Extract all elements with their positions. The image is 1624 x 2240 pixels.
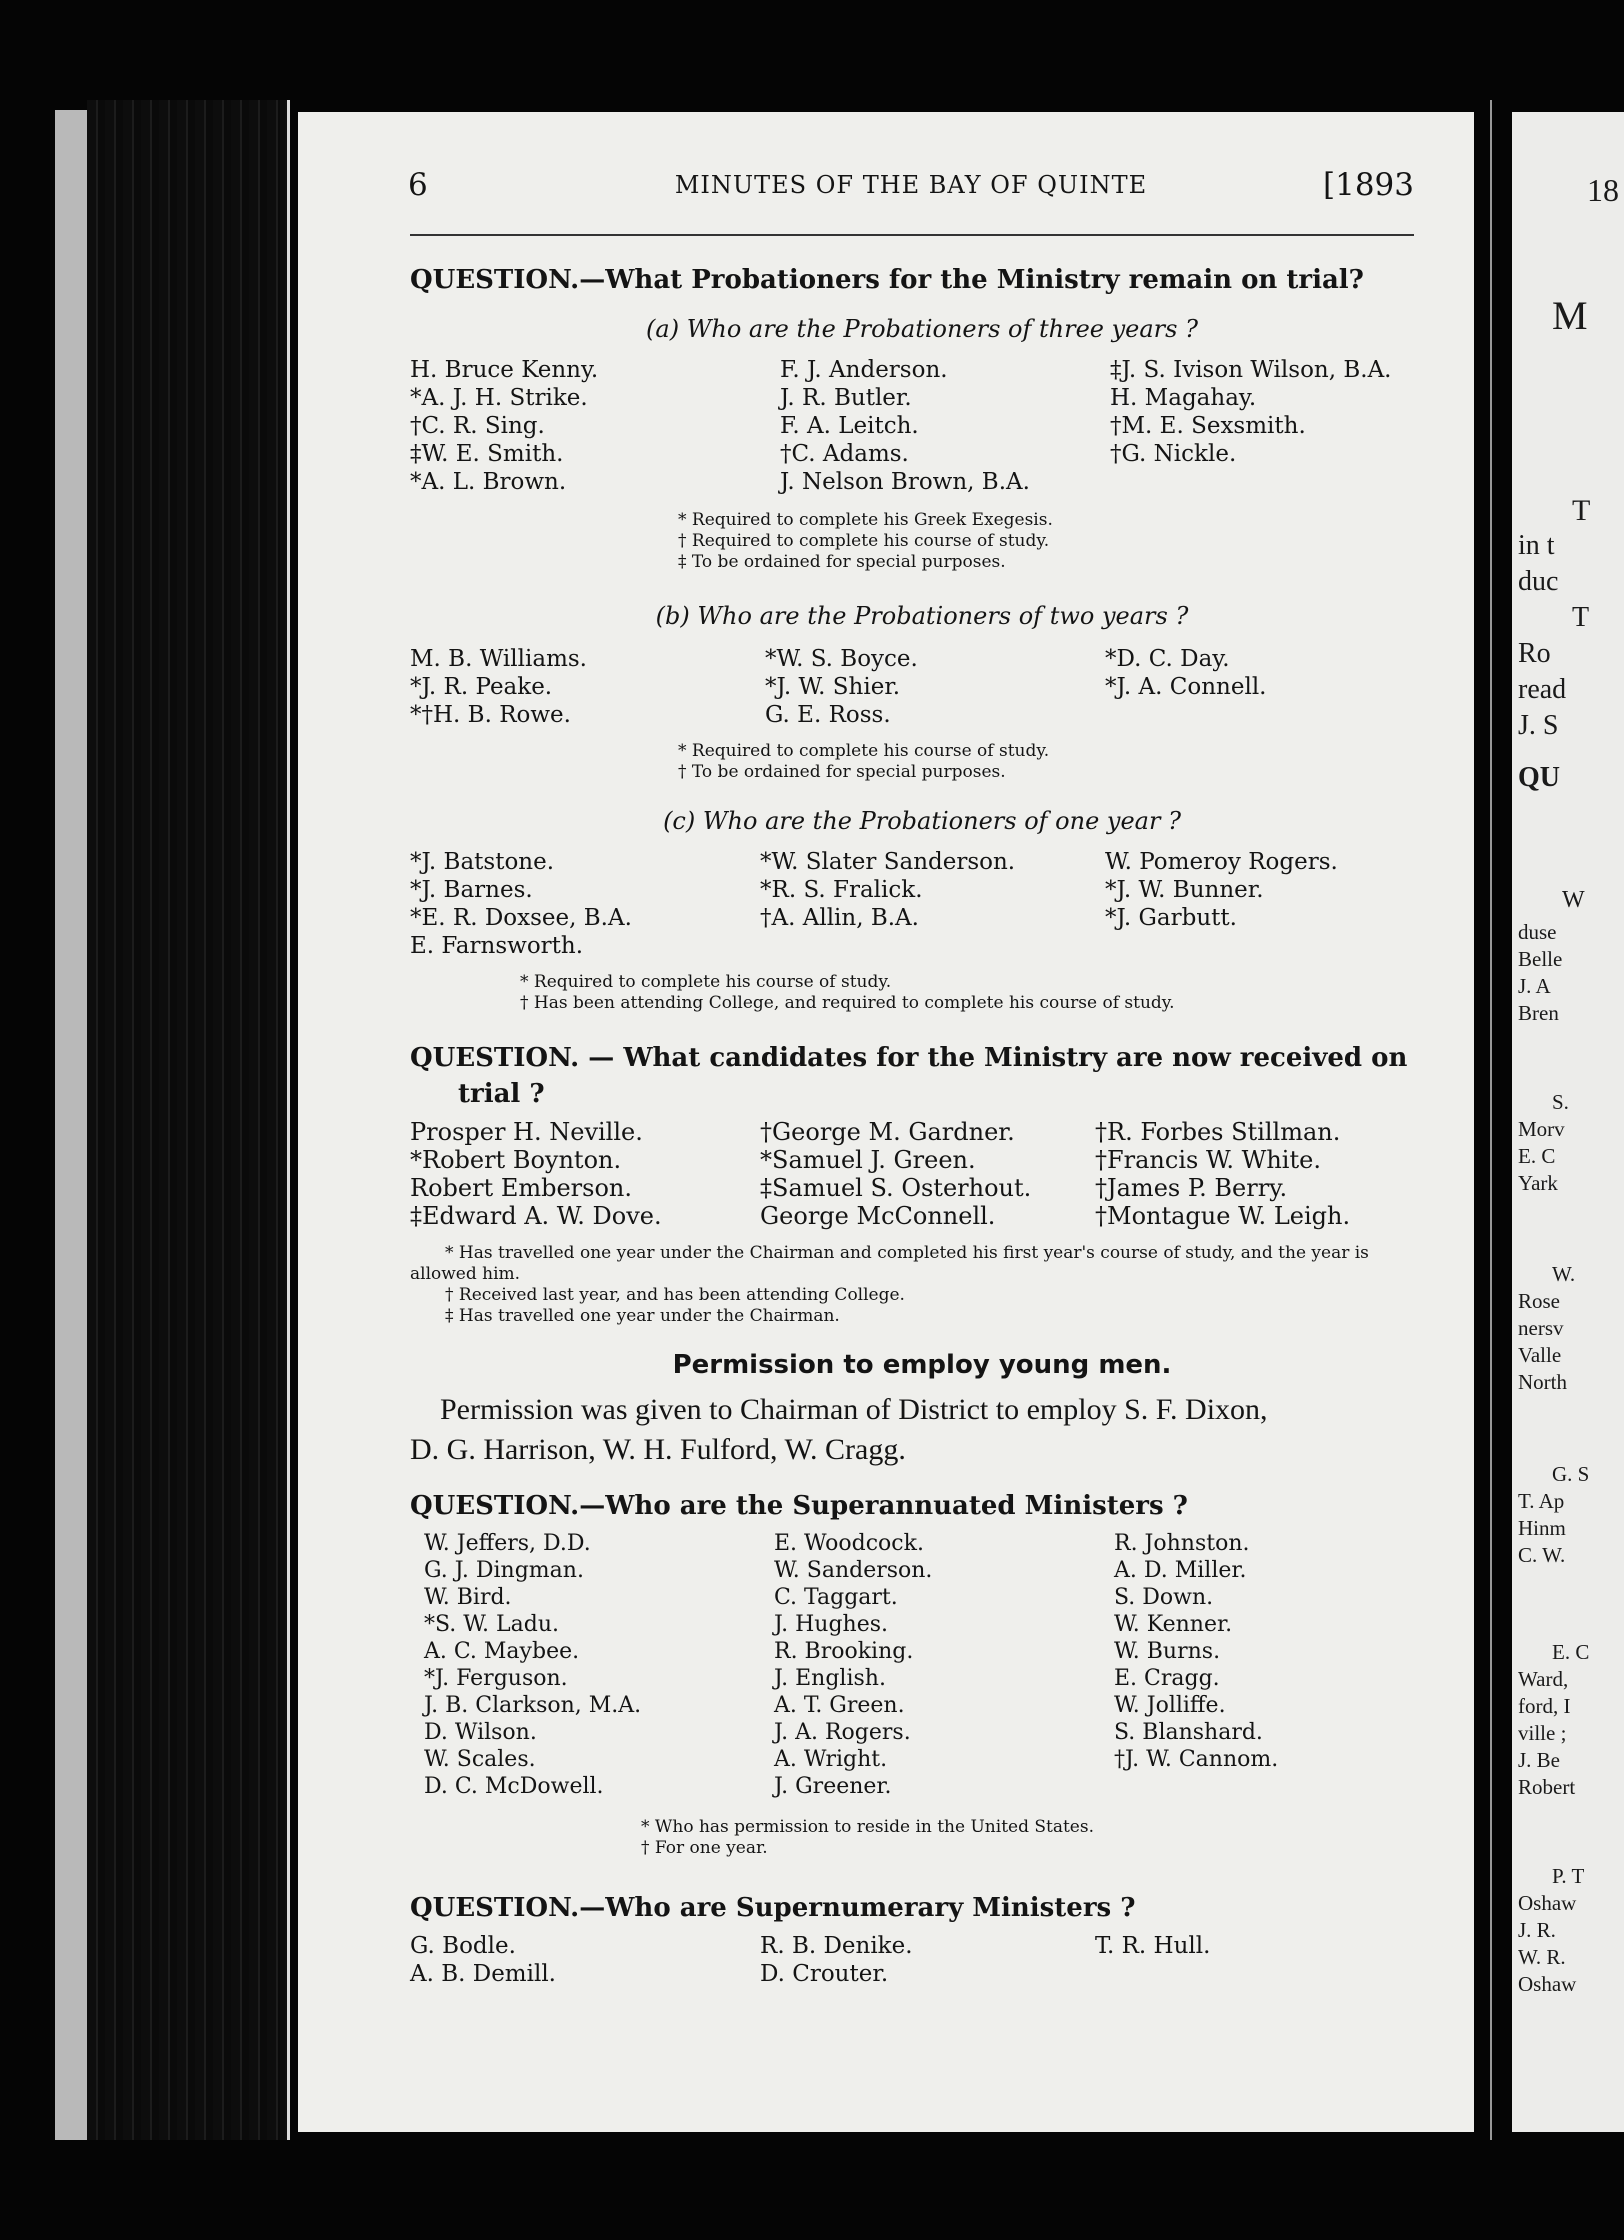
paragraph-line: Permission was given to Chairman of District to employ S. F. Dixon,	[440, 1393, 1268, 1426]
footnotes-three-years	[678, 510, 1053, 573]
name-entry: *E. R. Doxsee, B.A.	[410, 905, 632, 931]
scanner-border	[55, 110, 87, 2140]
name-entry: *A. J. H. Strike.	[410, 385, 588, 411]
name-entry: A. C. Maybee.	[424, 1639, 580, 1664]
page-fragment: North	[1518, 1370, 1567, 1394]
name-entry: W. Jeffers, D.D.	[424, 1531, 591, 1556]
question-line: QUESTION. — What candidates for the Ministry are now received on	[410, 1043, 1408, 1073]
page-fragment: Ward,	[1518, 1667, 1569, 1691]
subheading-one-year: (c) Who are the Probationers of one year ?	[663, 807, 1181, 835]
name-entry: T. R. Hull.	[1095, 1933, 1211, 1959]
page-fragment: W.	[1552, 1262, 1576, 1286]
page-fragment: W. R.	[1518, 1945, 1566, 1969]
name-entry: A. D. Miller.	[1114, 1558, 1247, 1583]
document-page	[298, 112, 1474, 2132]
name-entry: W. Sanderson.	[774, 1558, 933, 1583]
name-entry: W. Kenner.	[1114, 1612, 1233, 1637]
name-entry: *W. S. Boyce.	[765, 646, 918, 672]
permission-paragraph	[410, 1390, 1434, 1470]
question-supernumerary: QUESTION.—Who are Supernumerary Ministers ?	[410, 1893, 1136, 1923]
name-entry: *Samuel J. Green.	[760, 1146, 976, 1174]
name-column	[760, 1932, 1095, 1988]
page-fragment: read	[1518, 674, 1567, 705]
page-fragment: C. W.	[1518, 1543, 1566, 1567]
name-entry: R. B. Denike.	[760, 1933, 913, 1959]
name-entry: ‡W. E. Smith.	[410, 441, 564, 467]
name-entry: G. E. Ross.	[765, 702, 891, 728]
name-entry: *S. W. Ladu.	[424, 1612, 559, 1637]
name-column	[780, 356, 1110, 496]
name-entry: W. Pomeroy Rogers.	[1105, 849, 1338, 875]
name-entry: H. Magahay.	[1110, 385, 1257, 411]
page-fragment: J. A	[1518, 974, 1551, 998]
page-fragment: T. Ap	[1518, 1489, 1565, 1513]
gutter-line	[1490, 100, 1492, 2140]
footnote: * Has travelled one year under the Chairman and completed his first year's course of study, and the year is allowed him.	[410, 1243, 1369, 1284]
page-fragment: ville ;	[1518, 1721, 1567, 1745]
name-entry: R. Brooking.	[774, 1639, 914, 1664]
name-column	[1105, 645, 1267, 729]
page-fragment: Bren	[1518, 1001, 1559, 1025]
name-entry: †M. E. Sexsmith.	[1110, 413, 1306, 439]
name-column	[760, 848, 1105, 960]
footnote: ‡ Has travelled one year under the Chairman.	[445, 1306, 840, 1326]
name-entry: E. Farnsworth.	[410, 933, 584, 959]
name-entry: S. Blanshard.	[1114, 1720, 1263, 1745]
name-entry: D. C. McDowell.	[424, 1774, 604, 1799]
name-entry: E. Woodcock.	[774, 1531, 924, 1556]
name-entry: G. Bodle.	[410, 1933, 516, 1959]
name-entry: *J. Barnes.	[410, 877, 533, 903]
footnote: ‡ To be ordained for special purposes.	[678, 552, 1006, 572]
name-entry: †James P. Berry.	[1095, 1174, 1288, 1202]
name-entry: *A. L. Brown.	[410, 469, 567, 495]
name-entry: *J. Garbutt.	[1105, 905, 1237, 931]
name-entry: G. J. Dingman.	[424, 1558, 584, 1583]
name-entry: †G. Nickle.	[1110, 441, 1237, 467]
header-rule	[410, 234, 1414, 236]
name-entry: C. Taggart.	[774, 1585, 898, 1610]
book-page-edges	[87, 100, 287, 2140]
name-entry: J. A. Rogers.	[774, 1720, 911, 1745]
name-entry: ‡J. S. Ivison Wilson, B.A.	[1110, 357, 1392, 383]
page-fragment: J. R.	[1518, 1918, 1556, 1942]
name-column	[1095, 1932, 1210, 1988]
name-entry: D. Wilson.	[424, 1720, 537, 1745]
page-fragment: in t	[1518, 530, 1555, 561]
name-entry: J. English.	[774, 1666, 886, 1691]
question-line: trial ?	[458, 1079, 545, 1109]
running-title: MINUTES OF THE BAY OF QUINTE	[674, 171, 1148, 199]
page-fragment: Hinm	[1518, 1516, 1566, 1540]
page-fragment: E. C	[1552, 1640, 1590, 1664]
name-entry: A. Wright.	[774, 1747, 888, 1772]
name-column	[765, 645, 1105, 729]
name-entry: †A. Allin, B.A.	[760, 905, 919, 931]
footnote: † Required to complete his course of study.	[678, 531, 1050, 551]
footnote: * Required to complete his course of study.	[520, 972, 892, 992]
question-superannuated: QUESTION.—Who are the Superannuated Ministers ?	[410, 1491, 1188, 1521]
superannuated-list	[410, 1530, 1434, 1800]
page-fragment: J. Be	[1518, 1748, 1560, 1772]
name-column	[410, 1932, 760, 1988]
page-fragment: Ro	[1518, 638, 1551, 669]
name-column	[1114, 1530, 1278, 1800]
footnote: † To be ordained for special purposes.	[678, 762, 1006, 782]
name-entry: †R. Forbes Stillman.	[1095, 1118, 1341, 1146]
name-entry: A. B. Demill.	[410, 1961, 556, 1987]
name-entry: †C. R. Sing.	[410, 413, 545, 439]
question-probationers: QUESTION.—What Probationers for the Ministry remain on trial?	[410, 265, 1364, 295]
subheading-two-years: (b) Who are the Probationers of two years ?	[655, 602, 1189, 630]
footnotes-candidates	[410, 1243, 1420, 1327]
name-entry: W. Scales.	[424, 1747, 536, 1772]
footnotes-two-years	[678, 741, 1049, 783]
footnotes-superannuated	[641, 1817, 1094, 1859]
page-fragment: duse	[1518, 920, 1557, 944]
name-column	[410, 1530, 774, 1800]
page-number: 6	[408, 167, 428, 203]
name-column	[1110, 356, 1392, 496]
footnote: † Has been attending College, and required to complete his course of study.	[520, 993, 1175, 1013]
supernumerary-list	[410, 1932, 1434, 1988]
page-fragment: T	[1572, 494, 1591, 527]
name-column	[410, 356, 780, 496]
name-entry: †George M. Gardner.	[760, 1118, 1015, 1146]
name-entry: *R. S. Fralick.	[760, 877, 923, 903]
name-entry: J. Hughes.	[774, 1612, 889, 1637]
page-fragment: 18	[1587, 172, 1619, 208]
name-entry: S. Down.	[1114, 1585, 1214, 1610]
page-fragment: E. C	[1518, 1144, 1556, 1168]
page-fragment: Oshaw	[1518, 1972, 1577, 1996]
header-year: [1893	[1323, 167, 1414, 203]
name-column	[760, 1118, 1095, 1230]
name-entry: George McConnell.	[760, 1202, 996, 1230]
name-entry: †Montague W. Leigh.	[1095, 1202, 1351, 1230]
name-entry: D. Crouter.	[760, 1961, 889, 1987]
name-entry: E. Cragg.	[1114, 1666, 1220, 1691]
name-entry: J. Greener.	[774, 1774, 892, 1799]
page-fragment: duc	[1518, 566, 1559, 597]
page-fragment: Robert	[1518, 1775, 1576, 1799]
candidates-list	[410, 1118, 1434, 1230]
name-entry: W. Burns.	[1114, 1639, 1221, 1664]
name-entry: ‡Edward A. W. Dove.	[410, 1202, 662, 1230]
footnotes-one-year	[520, 972, 1175, 1014]
one-year-list	[410, 848, 1434, 960]
name-entry: *J. R. Peake.	[410, 674, 553, 700]
page-fragment: G. S	[1552, 1462, 1590, 1486]
page-fragment: Rose	[1518, 1289, 1560, 1313]
name-column	[774, 1530, 1114, 1800]
name-column	[410, 645, 765, 729]
name-entry: *J. Batstone.	[410, 849, 555, 875]
running-header	[408, 167, 1414, 207]
footnote: † For one year.	[641, 1838, 768, 1858]
page-fragment: S.	[1552, 1090, 1569, 1114]
name-column	[410, 848, 760, 960]
name-entry: *†H. B. Rowe.	[410, 702, 571, 728]
footnote: * Required to complete his course of study.	[678, 741, 1050, 761]
name-entry: W. Bird.	[424, 1585, 512, 1610]
name-entry: A. T. Green.	[774, 1693, 905, 1718]
name-entry: W. Jolliffe.	[1114, 1693, 1226, 1718]
name-column	[410, 1118, 760, 1230]
name-entry: *J. W. Bunner.	[1105, 877, 1264, 903]
question-candidates	[410, 1040, 1434, 1112]
page-fragment: T	[1572, 602, 1590, 633]
page-fragment: Oshaw	[1518, 1891, 1577, 1915]
name-entry: R. Johnston.	[1114, 1531, 1250, 1556]
name-column	[1095, 1118, 1350, 1230]
paragraph-line: D. G. Harrison, W. H. Fulford, W. Cragg.	[410, 1433, 906, 1466]
page-fragment: Valle	[1518, 1343, 1562, 1367]
two-years-list	[410, 645, 1434, 729]
name-entry: *Robert Boynton.	[410, 1146, 622, 1174]
page-fragment: Yark	[1518, 1171, 1558, 1195]
page-fragment: P. T	[1552, 1864, 1585, 1888]
name-entry: *D. C. Day.	[1105, 646, 1230, 672]
name-entry: J. R. Butler.	[780, 385, 912, 411]
name-entry: †C. Adams.	[780, 441, 909, 467]
name-entry: †Francis W. White.	[1095, 1146, 1321, 1174]
name-entry: Prosper H. Neville.	[410, 1118, 643, 1146]
page-edge-line	[287, 100, 290, 2140]
name-entry: †J. W. Cannom.	[1114, 1747, 1279, 1772]
footnote: * Required to complete his Greek Exegesis.	[678, 510, 1053, 530]
page-fragment: W	[1562, 887, 1585, 913]
page-fragment: nersv	[1518, 1316, 1564, 1340]
name-entry: *J. A. Connell.	[1105, 674, 1267, 700]
name-entry: H. Bruce Kenny.	[410, 357, 599, 383]
subheading-three-years: (a) Who are the Probationers of three years ?	[646, 315, 1198, 343]
name-entry: J. Nelson Brown, B.A.	[780, 469, 1030, 495]
page-fragment: QU	[1518, 762, 1560, 793]
name-entry: ‡Samuel S. Osterhout.	[760, 1174, 1032, 1202]
footnote: † Received last year, and has been attending College.	[445, 1285, 905, 1305]
name-entry: F. J. Anderson.	[780, 357, 948, 383]
name-entry: F. A. Leitch.	[780, 413, 919, 439]
name-column	[1105, 848, 1338, 960]
facing-page-edge	[1512, 112, 1624, 2132]
page-fragment: ford, I	[1518, 1694, 1571, 1718]
footnote: * Who has permission to reside in the United States.	[641, 1817, 1094, 1837]
name-entry: M. B. Williams.	[410, 646, 587, 672]
page-fragment: Belle	[1518, 947, 1563, 971]
page-fragment: Morv	[1518, 1117, 1565, 1141]
page-fragment: M	[1552, 293, 1588, 338]
name-entry: *J. Ferguson.	[424, 1666, 568, 1691]
permission-heading: Permission to employ young men.	[672, 1350, 1172, 1380]
page-fragment: J. S	[1518, 710, 1559, 741]
name-entry: *J. W. Shier.	[765, 674, 901, 700]
three-years-list	[410, 356, 1434, 496]
name-entry: Robert Emberson.	[410, 1174, 632, 1202]
name-entry: *W. Slater Sanderson.	[760, 849, 1016, 875]
name-entry: J. B. Clarkson, M.A.	[424, 1693, 642, 1718]
